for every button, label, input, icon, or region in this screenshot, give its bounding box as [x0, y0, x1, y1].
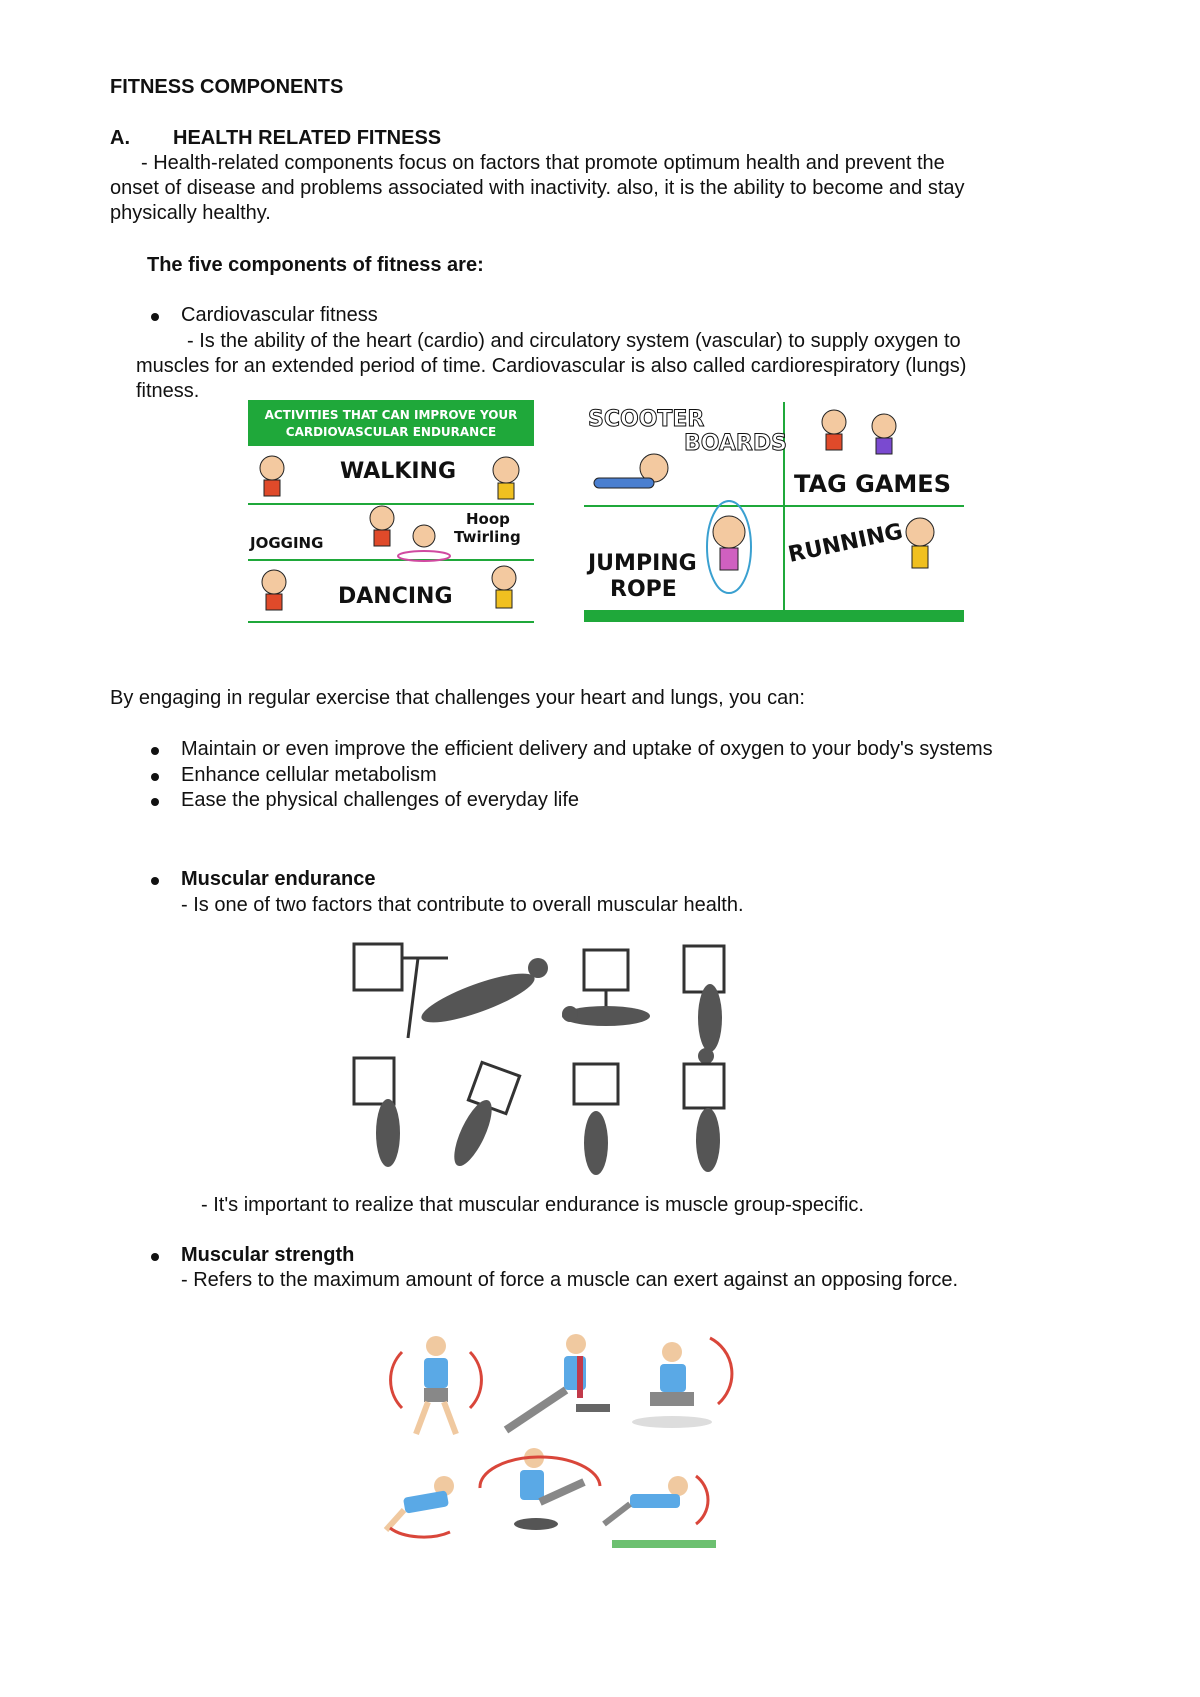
cardio-name: Cardiovascular fitness	[181, 304, 378, 326]
benefit-item: Enhance cellular metabolism	[181, 764, 437, 786]
running-label: RUNNING	[786, 519, 906, 568]
hoop-label-2: Twirling	[454, 528, 521, 546]
dancing-kid-icon	[262, 570, 286, 610]
bullet-icon	[151, 747, 159, 755]
cardio-desc-line-1: - Is the ability of the heart (cardio) and circulatory system (vascular) to supply oxygen to	[187, 330, 961, 352]
endurance-desc: - Is one of two factors that contribute to overall muscular health.	[181, 894, 744, 916]
endurance-name: Muscular endurance	[181, 868, 376, 890]
benefit-item: Ease the physical challenges of everyday life	[181, 789, 580, 811]
jumping-label-1: JUMPING	[588, 551, 697, 576]
bullet-icon	[151, 798, 159, 806]
five-components-heading: The five components of fitness are:	[147, 254, 484, 276]
banner-line-2: CARDIOVASCULAR ENDURANCE	[285, 425, 497, 439]
exercise-figure-icon	[562, 1006, 650, 1026]
bullet-icon	[151, 313, 159, 321]
dancing-girl-icon	[492, 566, 516, 608]
hoop-label-1: Hoop	[466, 510, 510, 528]
section-a-title: HEALTH RELATED FITNESS	[173, 127, 442, 149]
jogging-kid-icon	[370, 506, 394, 546]
cardio-desc-line-3: fitness.	[136, 380, 200, 402]
walking-kid-icon	[260, 456, 284, 496]
jogging-label: JOGGING	[250, 534, 324, 552]
cardio-activities-image	[248, 400, 534, 624]
endurance-note: - It's important to realize that muscular endurance is muscle group-specific.	[201, 1194, 864, 1216]
bullet-icon	[151, 773, 159, 781]
banner-line-1: ACTIVITIES THAT CAN IMPROVE YOUR	[264, 408, 518, 422]
scooter-label-1: SCOOTER	[588, 407, 705, 432]
section-a-letter: A.	[110, 127, 130, 149]
strength-name: Muscular strength	[181, 1244, 355, 1266]
scooter-label-2: BOARDS	[684, 431, 787, 456]
dancing-label: DANCING	[338, 584, 453, 609]
strength-exercises-image	[380, 1318, 752, 1558]
document-title: FITNESS COMPONENTS	[110, 76, 344, 98]
jumping-label-2: ROPE	[610, 577, 677, 602]
intro-line-2: onset of disease and problems associated with inactivity. also, it is the ability to become and stay	[110, 177, 965, 199]
cardio-desc-line-2: muscles for an extended period of time. Cardiovascular is also called cardiorespiratory (lungs)	[136, 355, 967, 377]
bullet-icon	[151, 877, 159, 885]
intro-line-3: physically healthy.	[110, 202, 271, 224]
cardio-games-image	[584, 402, 964, 624]
benefits-intro: By engaging in regular exercise that challenges your heart and lungs, you can:	[110, 687, 805, 709]
walking-label: WALKING	[340, 459, 457, 484]
bullet-icon	[151, 1253, 159, 1261]
tag-games-label: TAG GAMES	[794, 470, 951, 498]
benefit-item: Maintain or even improve the efficient delivery and uptake of oxygen to your body's systems	[181, 738, 993, 760]
strength-desc: - Refers to the maximum amount of force a muscle can exert against an opposing force.	[181, 1269, 959, 1291]
intro-line-1: - Health-related components focus on factors that promote optimum health and prevent the	[141, 152, 945, 174]
endurance-exercises-image	[348, 928, 760, 1190]
